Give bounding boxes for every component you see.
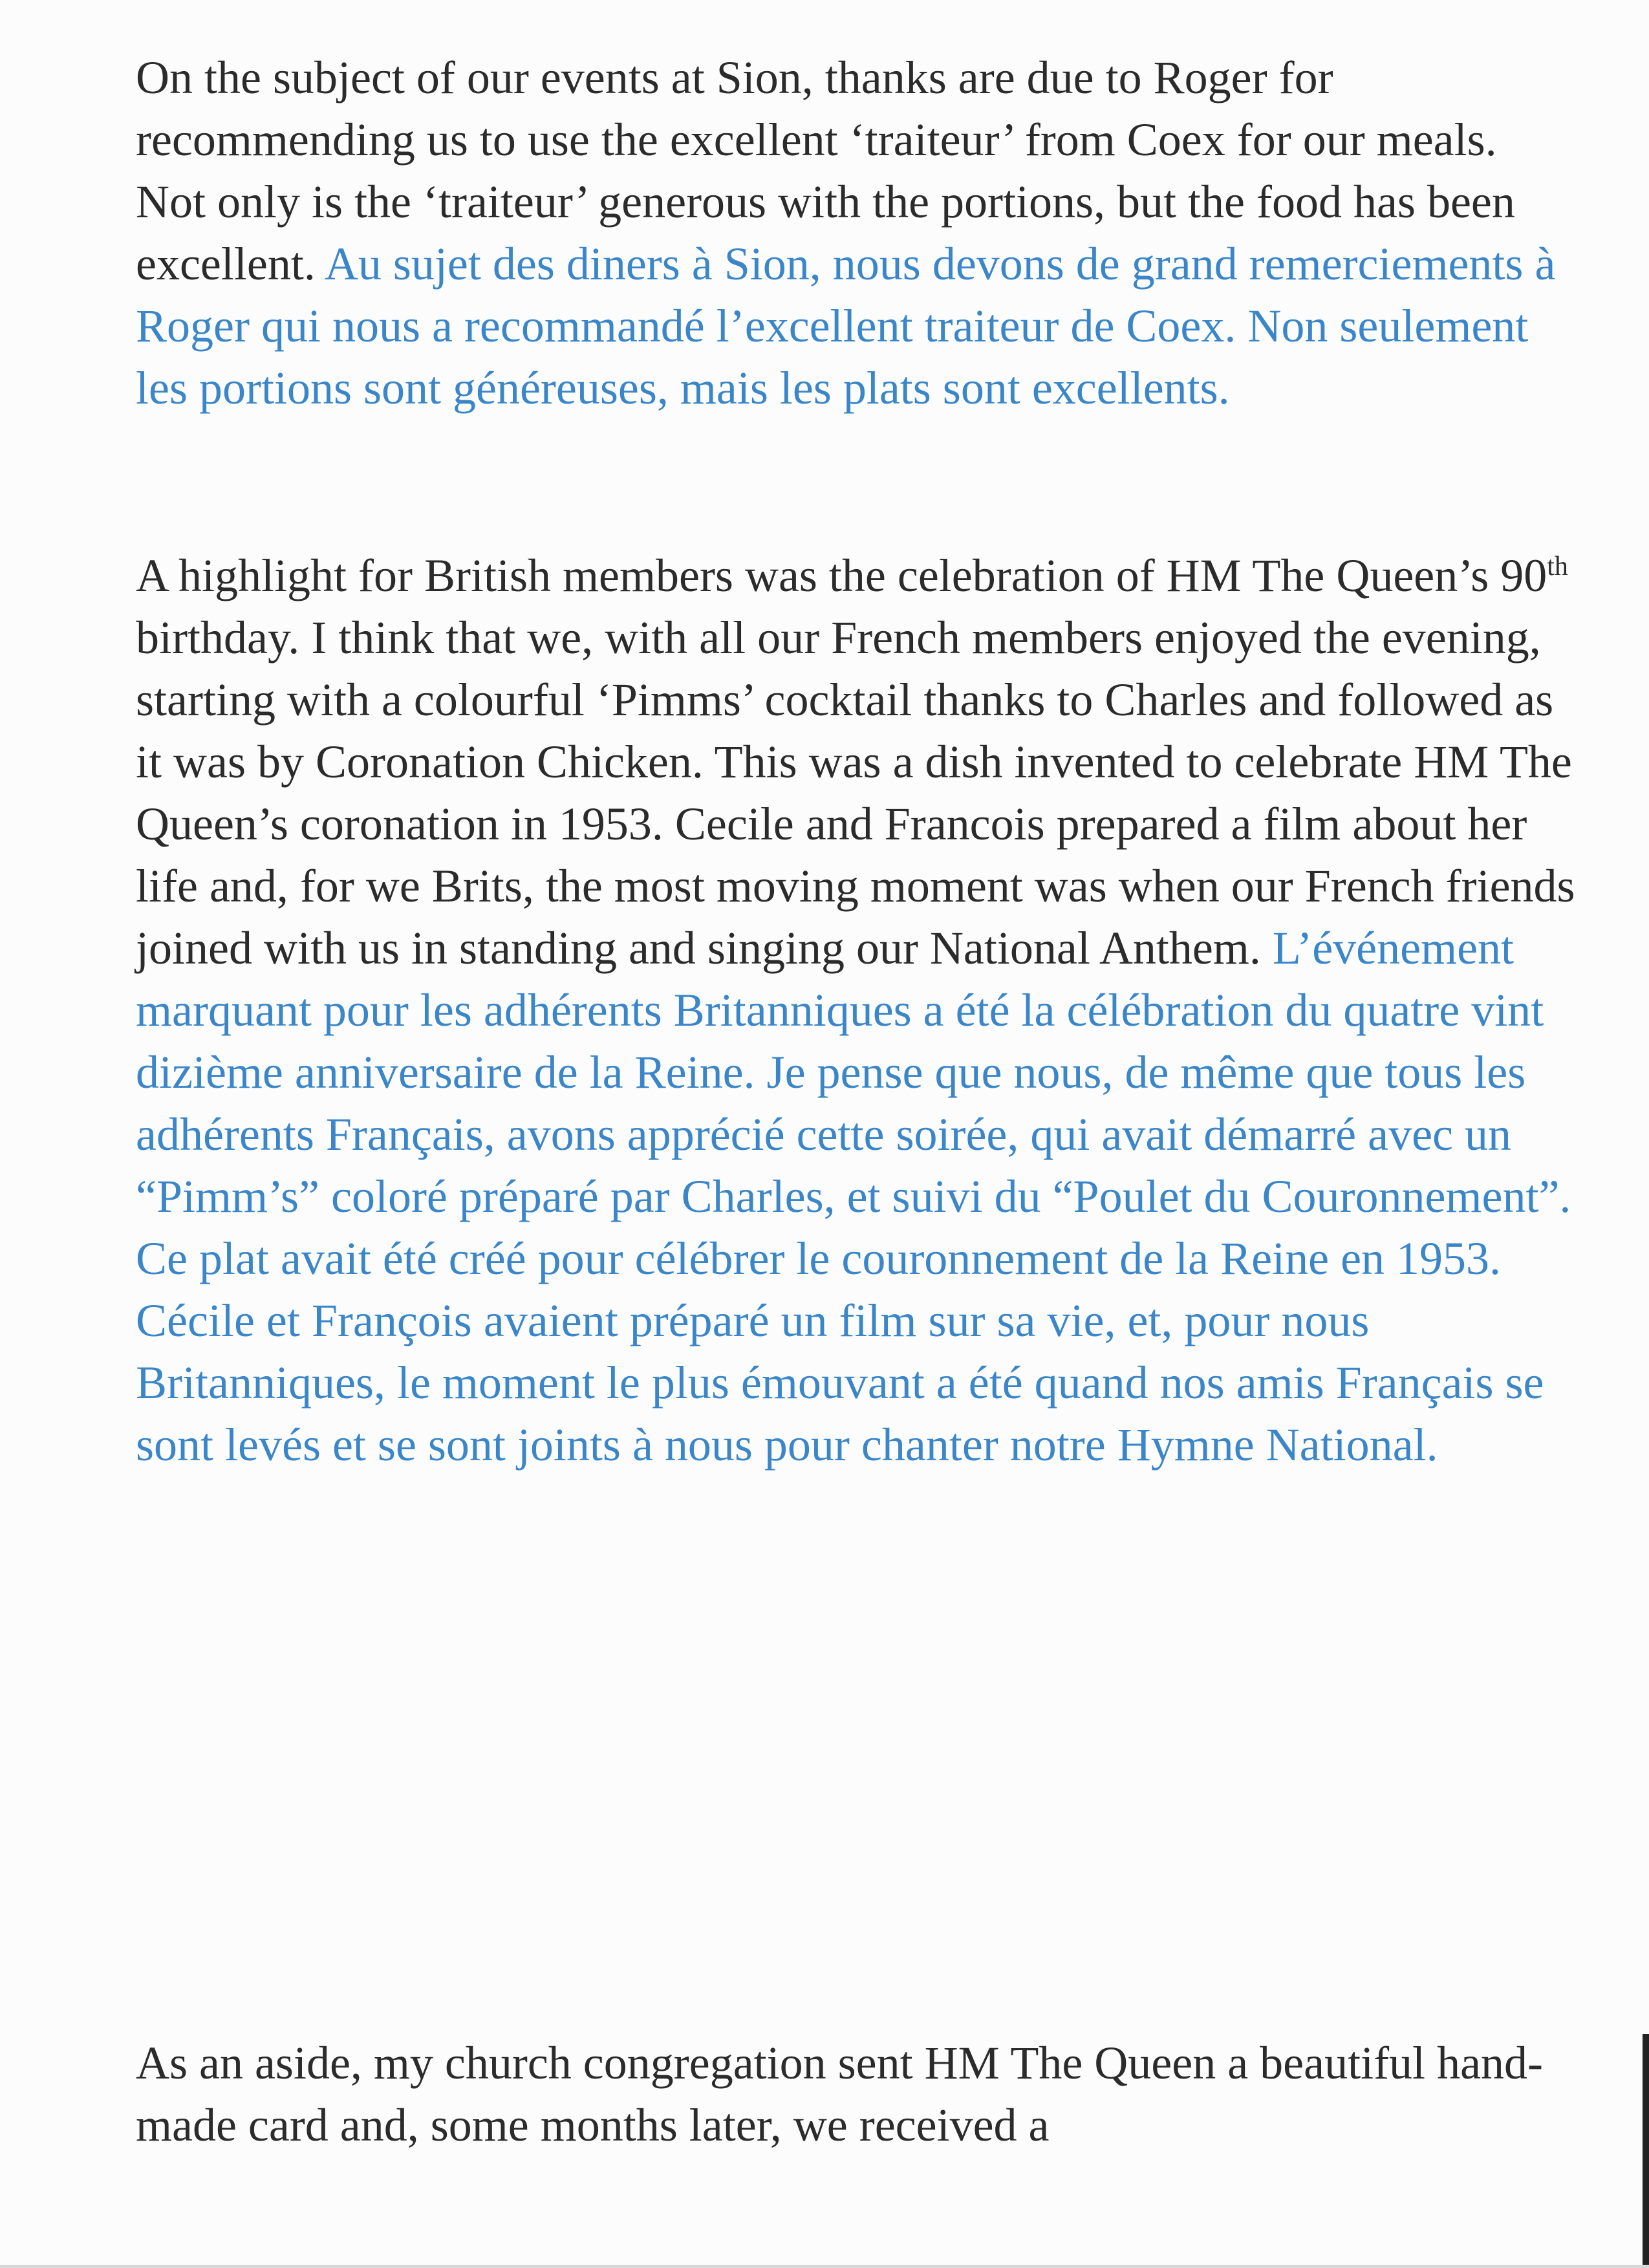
english-text-part2: birthday. I think that we, with all our French members enjoyed the evening, starting with a colourful ‘Pimms’ cocktail thanks to Charles and followed as it was by Coronation Chicken. This was a dish invented to celebrate HM The Queen’s coronation in 1953. Cecile and Francois prepared a film about her life and, for we Brits, the most moving moment was when our French friends joined with us in standing and singing our National Anthem. xyxy=(136,612,1575,974)
english-text: On the subject of our events at Sion, thanks are due to Roger for recommending us to use the excellent ‘traiteur’ from Coex for our meals. Not only is the ‘traiteur’ generous with the portions, but the food has been excellent. xyxy=(136,52,1515,290)
paragraph-queens-birthday xyxy=(136,545,1578,1476)
english-text: As an aside, my church congregation sent HM The Queen a beautiful hand-made card and, some months later, we received a xyxy=(136,2037,1543,2151)
french-translation: Au sujet des diners à Sion, nous devons de grand remerciements à Roger qui nous a recommandé l’excellent traiteur de Coex. Non seulement les portions sont généreuses, mais les plats sont excellents. xyxy=(136,238,1556,414)
scan-bottom-edge xyxy=(0,2265,1649,2268)
french-translation: L’événement marquant pour les adhérents Britanniques a été la célébration du quatre vint dizième anniversaire de la Reine. Je pense que nous, de même que tous les adhérents Français, avons apprécié cette soirée, qui avait démarré avec un “Pimm’s” coloré préparé par Charles, et suivi du “Poulet du Couronnement”. Ce plat avait été créé pour célébrer le couronnement de la Reine en 1953. xyxy=(136,922,1571,1284)
paragraph-church-card xyxy=(136,2032,1578,2156)
scan-edge-shadow xyxy=(1643,2034,1649,2268)
english-text-part1: A highlight for British members was the celebration of HM The Queen’s 90 xyxy=(136,550,1547,601)
french-translation-continued: Cécile et François avaient préparé un film sur sa vie, et, pour nous Britanniques, le moment le plus émouvant a été quand nos amis Français se sont levés et se sont joints à nous pour chanter notre Hymne National. xyxy=(136,1295,1544,1471)
ordinal-superscript: th xyxy=(1547,552,1568,581)
paragraph-catering xyxy=(136,47,1578,419)
